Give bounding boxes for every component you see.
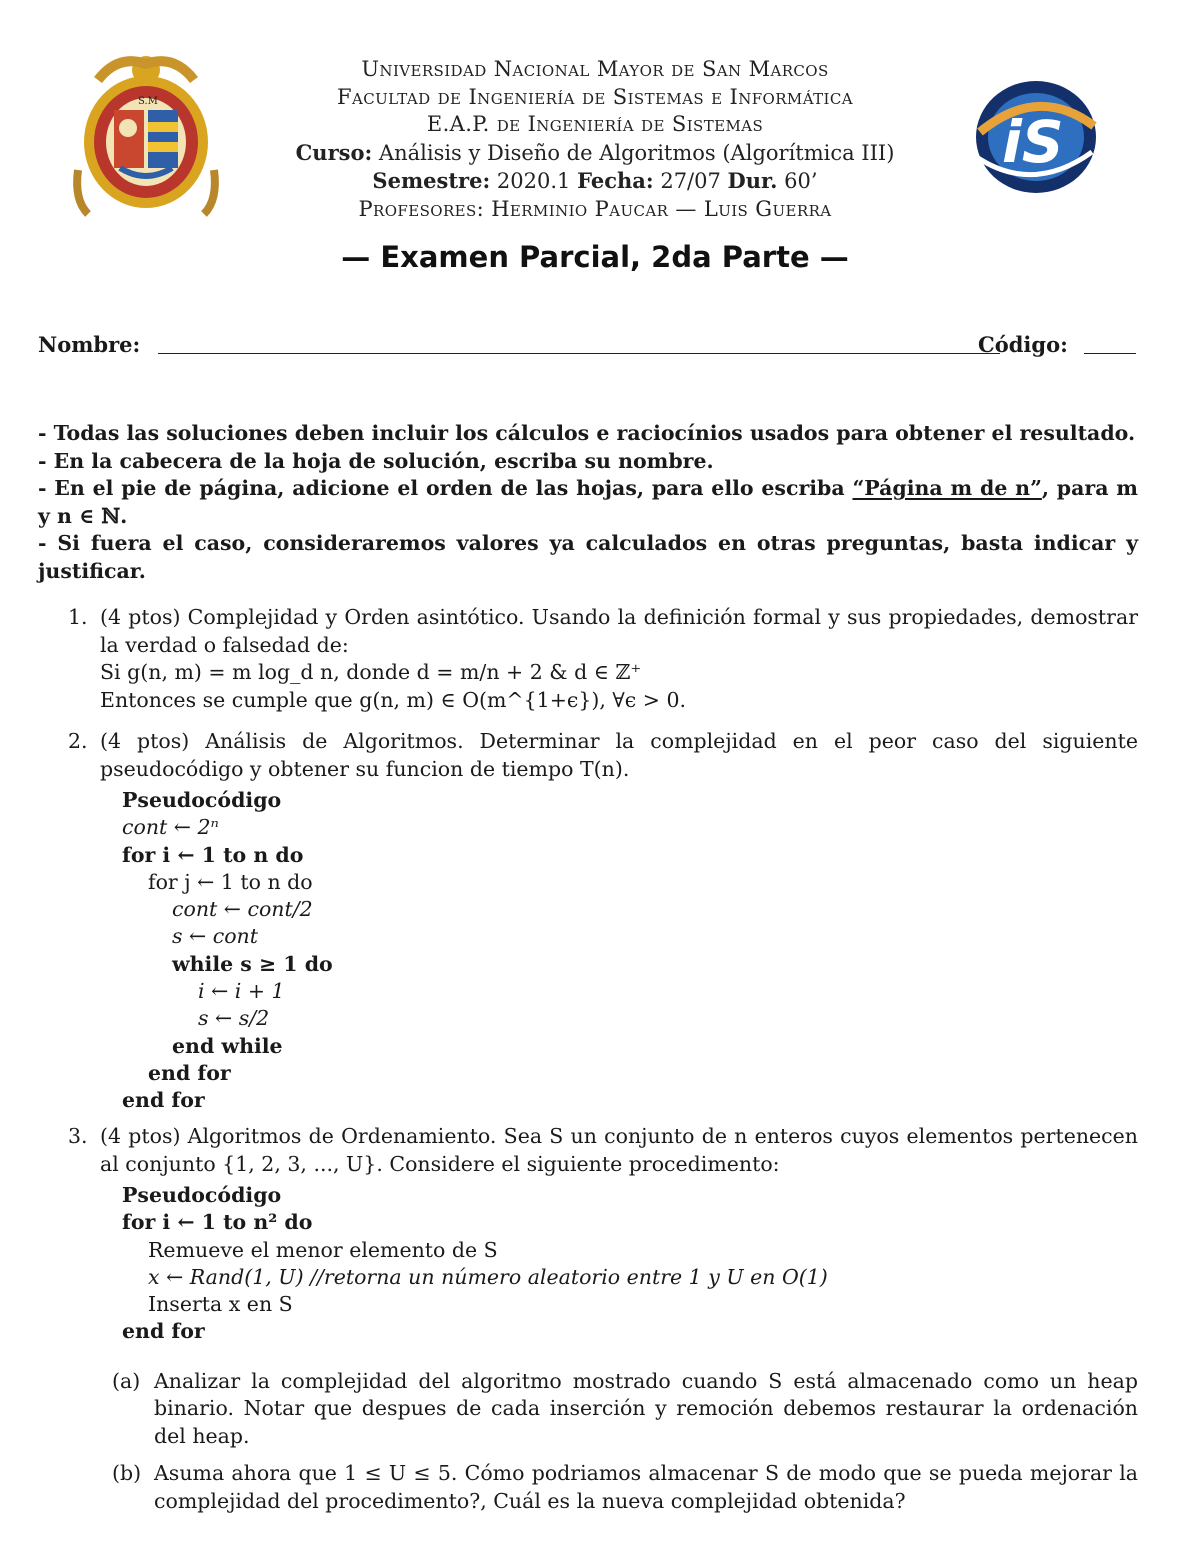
part-a-text: Analizar la complejidad del algoritmo mostrado cuando S está almacenado como un heap binario. Notar que despues de cada inserción y remoción debemos restaurar la ordenación del heap.	[154, 1368, 1138, 1448]
part-a-label: (a)	[112, 1368, 141, 1393]
code-line: for i ← 1 to n² do	[122, 1210, 313, 1235]
question-3-text: (4 ptos) Algoritmos de Ordenamiento. Sea S un conjunto de n enteros cuyos elementos pertenecen al conjunto {1, 2, 3, ..., U}. Considere el siguiente procedimento:	[100, 1124, 1138, 1176]
exam-title: — Examen Parcial, 2da Parte —	[341, 240, 849, 274]
question-2-text: (4 ptos) Análisis de Algoritmos. Determinar la complejidad en el peor caso del siguiente pseudocódigo y obtener su funcion de tiempo T(n).	[100, 729, 1138, 781]
question-2	[38, 728, 1138, 1123]
questions	[38, 604, 1138, 1513]
question-3-part-a	[100, 1368, 1138, 1451]
code-line: end while	[172, 1033, 283, 1058]
course-line	[250, 139, 940, 168]
semester-value: 2020.1	[496, 169, 571, 193]
part-b-text: Asuma ahora que 1 ≤ U ≤ 5. Cómo podriamos almacenar S de modo que se pueda mejorar la complejidad del procedimento?, Cuál es la nueva complejidad obtenida?	[154, 1461, 1138, 1513]
instruction-1: - Todas las soluciones deben incluir los cálculos e raciocínios usados para obtener el resultado.	[38, 421, 1136, 445]
instruction-4: - Si fuera el caso, consideraremos valores ya calculados en otras preguntas, basta indicar y justificar.	[38, 531, 1138, 583]
instruction-3	[38, 475, 1138, 530]
question-2-pseudocode	[122, 787, 1138, 1115]
university-name: Universidad Nacional Mayor de San Marcos	[361, 57, 829, 81]
question-3-number: 3.	[68, 1124, 88, 1148]
code-line: end for	[122, 1319, 205, 1344]
duration-label: Dur.	[727, 168, 778, 193]
code-line: while s ≥ 1 do	[172, 951, 333, 976]
code-line: cont ← 2ⁿ	[122, 815, 219, 840]
pseudocode-title: Pseudocódigo	[122, 1183, 282, 1207]
question-2-number: 2.	[68, 729, 88, 753]
question-1-claim: Entonces se cumple que g(n, m) ∈ O(m^{1+ϵ}), ∀ϵ > 0.	[100, 687, 687, 712]
code-line: Inserta x en S	[148, 1292, 293, 1317]
code-line: end for	[122, 1088, 205, 1113]
instruction-3-text: - En el pie de página, adicione el orden de las hojas, para ello escriba	[38, 476, 845, 500]
code-blank-line[interactable]	[1084, 353, 1136, 354]
code-line: Remueve el menor elemento de S	[148, 1237, 498, 1262]
question-3	[38, 1123, 1138, 1513]
pseudocode-title: Pseudocódigo	[122, 788, 282, 812]
instructions	[38, 420, 1138, 585]
code-label: Código:	[978, 332, 1068, 357]
date-value: 27/07	[660, 169, 721, 193]
instruction-3-end: , para m y n ∈ ℕ.	[38, 476, 1138, 528]
seal-initials: S.M	[138, 96, 158, 107]
code-line: s ← s/2	[198, 1006, 270, 1031]
question-3-pseudocode	[122, 1182, 1138, 1346]
professors-line: Profesores: Herminio Paucar — Luis Guerra	[358, 196, 832, 221]
question-1-text: (4 ptos) Complejidad y Orden asintótico. Usando la definición formal y sus propiedades, demostrar la verdad o falsedad de:	[100, 605, 1138, 657]
student-info-row	[38, 332, 1138, 362]
code-line: i ← i + 1	[198, 979, 285, 1004]
date-label: Fecha:	[577, 168, 654, 193]
document-header	[250, 56, 940, 223]
part-b-label: (b)	[112, 1461, 142, 1486]
school-name: E.A.P. de Ingeniería de Sistemas	[426, 112, 764, 136]
code-line: end for	[148, 1060, 231, 1085]
code-line: s ← cont	[172, 924, 258, 949]
question-1-condition: Si g(n, m) = m log_d n, donde d = m/n + 2 & d ∈ ℤ⁺	[100, 660, 642, 684]
question-1-number: 1.	[68, 605, 88, 629]
faculty-name: Facultad de Ingeniería de Sistemas e Informática	[337, 84, 853, 109]
semester-label: Semestre:	[372, 168, 491, 193]
question-3-part-b	[100, 1460, 1138, 1515]
code-line: for i ← 1 to n do	[122, 842, 304, 867]
is-logo	[968, 74, 1104, 200]
code-line: x ← Rand(1, U) //retorna un número aleatorio entre 1 y U en O(1)	[148, 1264, 828, 1289]
course-name: Análisis y Diseño de Algoritmos (Algorítmica III)	[378, 140, 895, 165]
question-1	[38, 604, 1138, 728]
instruction-2: - En la cabecera de la hoja de solución, escriba su nombre.	[38, 448, 714, 473]
code-line: cont ← cont/2	[172, 897, 313, 922]
page-format-text: “Página m de n”	[852, 476, 1042, 500]
is-logo-text: iS	[1002, 108, 1064, 176]
name-label: Nombre:	[38, 332, 141, 357]
name-blank-line[interactable]	[158, 353, 1000, 354]
university-seal-logo	[68, 50, 224, 222]
semester-line	[250, 167, 940, 196]
code-line: for j ← 1 to n do	[148, 869, 313, 894]
course-label: Curso:	[295, 139, 373, 165]
duration-value: 60’	[784, 169, 818, 193]
